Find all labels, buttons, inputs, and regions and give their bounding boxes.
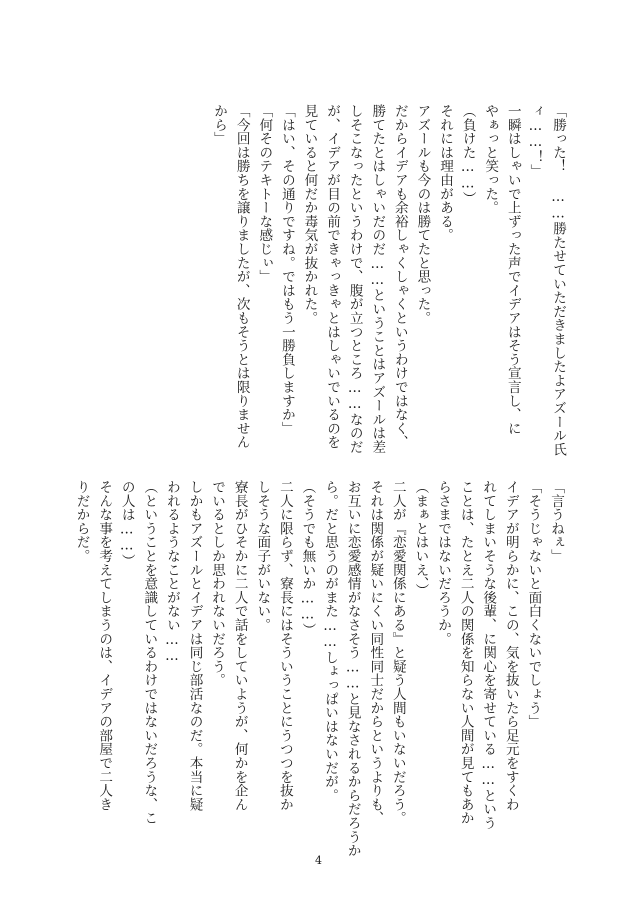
text-line: らさまではないだろうか。 [435, 480, 452, 646]
text-line: （そうでも無いか……） [299, 480, 316, 637]
page-number: 4 [315, 854, 322, 867]
text-line: そんな事を考えてしまうのは、イデアの部屋で二人き [96, 480, 113, 812]
text-line: 「そうじゃないと面白くないでしょう」 [525, 480, 542, 729]
text-line: が、イデアが目の前できゃっきゃとはしゃいでいるのを [324, 104, 341, 449]
text-line: ら。だと思うのがまた……しょっぱいはないだが。 [322, 480, 339, 803]
text-line: ィ……！」 [527, 104, 544, 178]
text-line: しそこなったというわけで、腹が立つところ……なのだ [346, 104, 363, 454]
text-line: 二人に限らず、寮長にはそういうことにうつつを抜か [276, 480, 293, 812]
text-line: それは関係が疑いにくい同性同士だからというよりも、 [367, 480, 384, 825]
text-line: 寮長がひそかに二人で話をしていようが、何かを企ん [231, 480, 248, 812]
text-line: 「今回は勝ちを譲りましたが、次もそうとは限りません [233, 104, 250, 449]
text-line: 「言うねぇ」 [548, 480, 564, 563]
text-line: それには理由がある。 [437, 104, 454, 242]
text-line: 「はい、その通りですね。ではもう一勝負しますか」 [278, 104, 295, 436]
text-line: （負けた……） [459, 104, 476, 206]
text-line: やぁっと笑った。 [482, 104, 499, 215]
text-line: しそうな面子がいない。 [254, 480, 271, 632]
text-line: 二人が『恋愛関係にある』と疑う人間もいないだろう。 [389, 480, 406, 825]
text-line: お互いに恋愛感情がなさそう……と見なされるからだろうか [344, 480, 361, 858]
text-line: イデアが明らかに、この、気を抜いたら足元をすくわ [502, 480, 519, 812]
text-line: から」 [211, 104, 228, 146]
text-line: だからイデアも余裕しゃくしゃくというわけではなく、 [391, 104, 408, 449]
lower-text-block [70, 480, 567, 858]
text-line: アズールも今のは勝てたと思った。 [414, 104, 431, 325]
upper-text-block [208, 104, 570, 457]
text-line: れてしまいそうな後輩、に関心を寄せている……という [480, 480, 497, 830]
text-line: しかもアズールとイデアは同じ部活なのだ。本当に疑 [186, 480, 203, 812]
text-line: 勝てたとはしゃいだのだ……ということはアズールは差 [369, 104, 386, 454]
text-line: りだからだ。 [73, 480, 90, 563]
text-line: （ということを意識しているわけではないだろうな、こ [141, 480, 158, 825]
text-line: ことは、たとえ二人の関係を知らない人間が見てもあか [457, 480, 474, 825]
text-line: （まぁとはいえ、） [412, 480, 429, 598]
text-line: でいるとしか思われないだろう。 [209, 480, 226, 687]
text-line: 一瞬はしゃいで上ずった声でイデアはそう宣言し、に [504, 104, 521, 436]
text-line: 「何そのテキトーな感じぃ」 [256, 104, 273, 284]
text-line: 見ていると何だか毒気が抜かれた。 [301, 104, 318, 325]
text-line: の人は……） [118, 480, 135, 568]
text-line: 「勝った！ ……勝たせていただきましたよアズール氏 [550, 104, 566, 457]
text-line: われるようなことがない…… [163, 480, 180, 665]
